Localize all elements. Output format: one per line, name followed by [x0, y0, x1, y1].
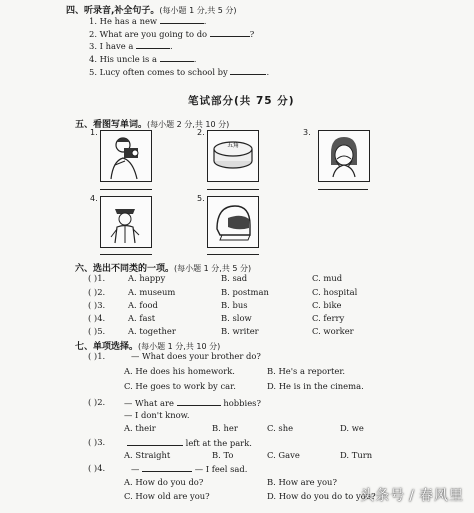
odd-row-4-number: ( )4. [88, 313, 106, 323]
mc-q2-number: ( )2. [88, 397, 106, 407]
listening-item-4: 4. His uncle is a . [89, 54, 197, 64]
picture-number-2: 2. [197, 128, 205, 137]
coin-icon [207, 130, 259, 182]
odd-row-3-option-a: A. food [128, 300, 158, 310]
mc-q1-option-b: B. He's a reporter. [267, 366, 346, 376]
picture-number-1: 1. [90, 128, 98, 137]
mc-q2-reply: — I don't know. [124, 410, 190, 420]
picture-number-3: 3. [303, 128, 311, 137]
listening-item-5: 5. Lucy often comes to school by . [89, 67, 270, 77]
mc-q2-option-a: A. their [124, 423, 156, 433]
answer-line-2[interactable] [207, 189, 259, 190]
mc-q1-number: ( )1. [88, 351, 106, 361]
odd-row-4-option-c: C. ferry [312, 313, 345, 323]
odd-row-1-option-c: C. mud [312, 273, 343, 283]
odd-row-1-number: ( )1. [88, 273, 106, 283]
odd-row-2-option-c: C. hospital [312, 287, 358, 297]
answer-line-4[interactable] [100, 254, 152, 255]
odd-row-3-option-c: C. bike [312, 300, 342, 310]
mc-q1-option-d: D. He is in the cinema. [267, 381, 364, 391]
mc-q4-option-c: C. How old are you? [124, 491, 210, 501]
mc-q3-option-d: D. Turn [340, 450, 373, 460]
listening-item-1: 1. He has a new . [89, 16, 207, 26]
picture-number-5: 5. [197, 194, 205, 203]
odd-row-2-number: ( )2. [88, 287, 106, 297]
mc-q4-number: ( )4. [88, 463, 106, 473]
odd-row-2-option-b: B. postman [221, 287, 269, 297]
odd-row-5-option-c: C. worker [312, 326, 354, 336]
mc-q3-option-b: B. To [212, 450, 234, 460]
picture-number-4: 4. [90, 194, 98, 203]
odd-row-1-option-b: B. sad [221, 273, 248, 283]
odd-row-4-option-a: A. fast [128, 313, 156, 323]
mc-q2-question: — What are hobbies? [124, 398, 261, 408]
mc-q2-option-d: D. we [340, 423, 364, 433]
section-picture-words-header: 五、看图写单词。(每小题 2 分,共 10 分) [75, 120, 230, 130]
answer-line-1[interactable] [100, 189, 152, 190]
mc-q3-number: ( )3. [88, 437, 106, 447]
coin-text: 五角 [226, 142, 240, 149]
mc-q3-option-c: C. Gave [267, 450, 300, 460]
section-listening-header: 四、听录音,补全句子。(每小题 1 分,共 5 分) [66, 6, 237, 16]
photographer-icon [100, 130, 152, 182]
section-multiple-choice-header: 七、单项选择。(每小题 1 分,共 10 分) [75, 342, 221, 352]
mc-q3-question: left at the park. [127, 437, 252, 448]
mc-q4-question: — — I feel sad. [131, 464, 248, 474]
odd-row-3-number: ( )3. [88, 300, 106, 310]
mc-q4-option-d: D. How do you do to you? [267, 491, 376, 501]
mc-q1-option-a: A. He does his homework. [124, 366, 235, 376]
listening-item-3: 3. I have a . [89, 41, 173, 51]
odd-row-5-option-a: A. together [128, 326, 176, 336]
watermark: 头条号 / 春风里 [360, 488, 464, 504]
mc-q4-option-b: B. How are you? [267, 477, 337, 487]
helmet-icon [207, 196, 259, 248]
odd-row-3-option-b: B. bus [221, 300, 248, 310]
mc-q2-option-c: C. she [267, 423, 294, 433]
section-odd-one-out-header: 六、选出不同类的一项。(每小题 1 分,共 5 分) [75, 264, 252, 274]
written-part-title: 笔试部分(共 75 分) [188, 95, 295, 107]
odd-row-2-option-a: A. museum [128, 287, 176, 297]
mc-q3-option-a: A. Straight [124, 450, 171, 460]
mc-q2-option-b: B. her [212, 423, 238, 433]
answer-line-3[interactable] [318, 189, 368, 190]
odd-row-1-option-a: A. happy [128, 273, 166, 283]
mc-q1-question: — What does your brother do? [131, 351, 261, 361]
sick-girl-icon [318, 130, 370, 182]
odd-row-4-option-b: B. slow [221, 313, 252, 323]
mc-q4-option-a: A. How do you do? [124, 477, 204, 487]
listening-item-2: 2. What are you going to do ? [89, 29, 255, 39]
odd-row-5-option-b: B. writer [221, 326, 259, 336]
answer-line-5[interactable] [207, 254, 259, 255]
odd-row-5-number: ( )5. [88, 326, 106, 336]
police-officer-icon [100, 196, 152, 248]
mc-q1-option-c: C. He goes to work by car. [124, 381, 236, 391]
